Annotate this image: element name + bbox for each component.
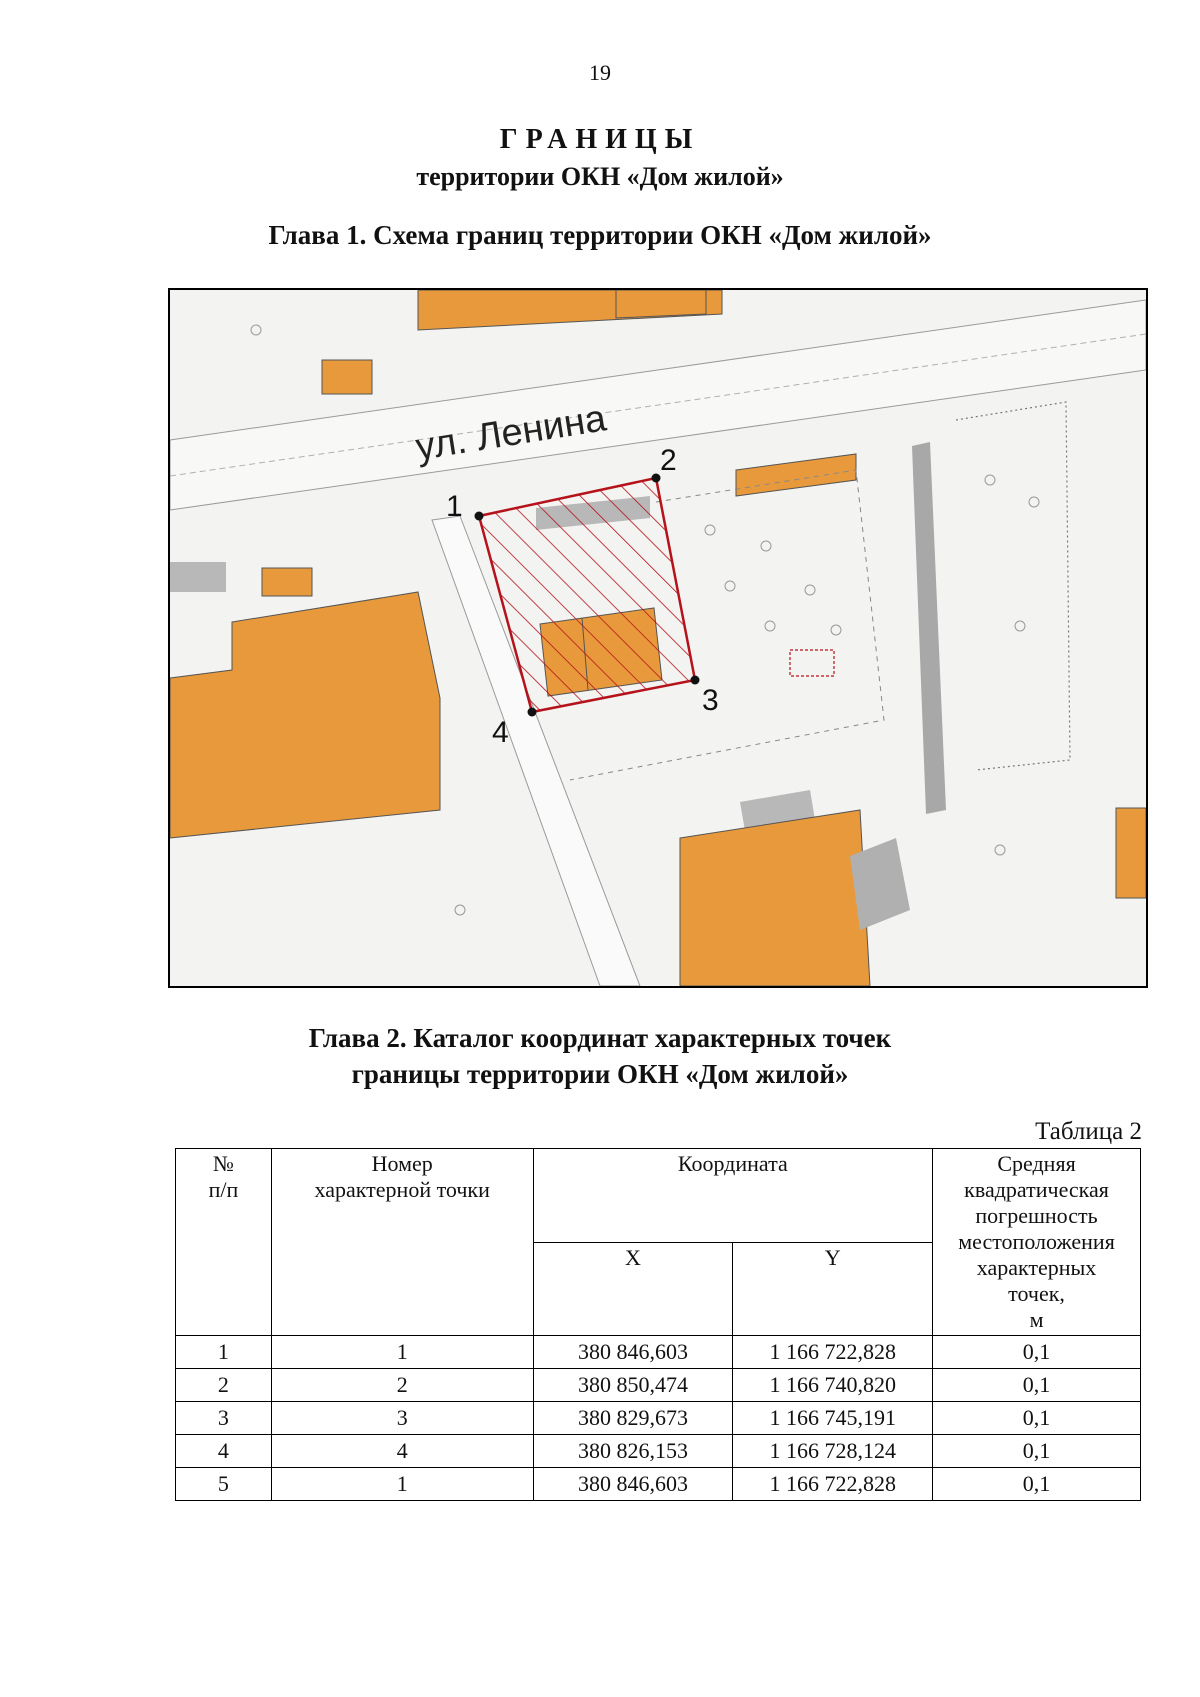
header-coord: Координата (533, 1149, 933, 1243)
chapter1-heading: Глава 1. Схема границ территории ОКН «Дом жилой» (268, 220, 932, 250)
building-bottom (680, 810, 870, 986)
parking-outline (956, 402, 1070, 770)
small-building-left (262, 568, 312, 596)
chapter2-heading-line1: Глава 2. Каталог координат характерных точек (308, 1023, 892, 1053)
building-right-edge (1116, 808, 1146, 898)
page-title: ГРАНИЦЫ (499, 124, 701, 155)
tree-symbol (761, 541, 771, 551)
street-label: ул. Ленина (412, 397, 609, 469)
page-subtitle: территории ОКН «Дом жилой» (416, 162, 784, 191)
tree-symbol (831, 625, 841, 635)
chapter2-heading-line2: границы территории ОКН «Дом жилой» (351, 1059, 849, 1089)
boundary-point-1-label: 1 (446, 490, 463, 523)
boundary-map (168, 288, 1148, 988)
coordinates-table (175, 1148, 1141, 1501)
tree-symbol (805, 585, 815, 595)
tree-symbol (765, 621, 775, 631)
building-top-2 (616, 290, 706, 318)
table-row: 1 1 380 846,603 1 166 722,828 0,1 (176, 1336, 1141, 1369)
header-y: Y (733, 1242, 933, 1336)
boundary-point-1-marker (475, 512, 484, 521)
pavilion (790, 650, 834, 676)
header-error: Средняя квадратическая погрешность местоположения характерных точек, м (933, 1149, 1141, 1336)
table-caption: Таблица 2 (1035, 1118, 1142, 1145)
table-row: 5 1 380 846,603 1 166 722,828 0,1 (176, 1468, 1141, 1501)
page-number: 19 (589, 60, 611, 85)
boundary-point-4-marker (528, 708, 537, 717)
table-row: 4 4 380 826,153 1 166 728,124 0,1 (176, 1435, 1141, 1468)
table-row: 3 3 380 829,673 1 166 745,191 0,1 (176, 1402, 1141, 1435)
tree-symbol (251, 325, 261, 335)
tree-symbol (985, 475, 995, 485)
tree-symbol (705, 525, 715, 535)
header-x: X (533, 1242, 733, 1336)
boundary-point-3-marker (691, 676, 700, 685)
building-right-strip (736, 454, 856, 496)
building-top-left (322, 360, 372, 394)
tree-symbol (455, 905, 465, 915)
tree-symbol (1029, 497, 1039, 507)
header-num: № п/п (176, 1149, 272, 1336)
tree-symbol (995, 845, 1005, 855)
boundary-point-2-label: 2 (660, 444, 677, 477)
tree-symbol (1015, 621, 1025, 631)
boundary-point-4-label: 4 (492, 716, 509, 749)
table-row: 2 2 380 850,474 1 166 740,820 0,1 (176, 1369, 1141, 1402)
gray-block-2 (170, 562, 226, 592)
gray-strip-right (912, 442, 946, 814)
header-point: Номер характерной точки (271, 1149, 533, 1336)
tree-symbol (725, 581, 735, 591)
boundary-point-3-label: 3 (702, 684, 719, 717)
chapter2-heading (0, 1020, 1200, 1092)
building-large-left (170, 592, 440, 838)
